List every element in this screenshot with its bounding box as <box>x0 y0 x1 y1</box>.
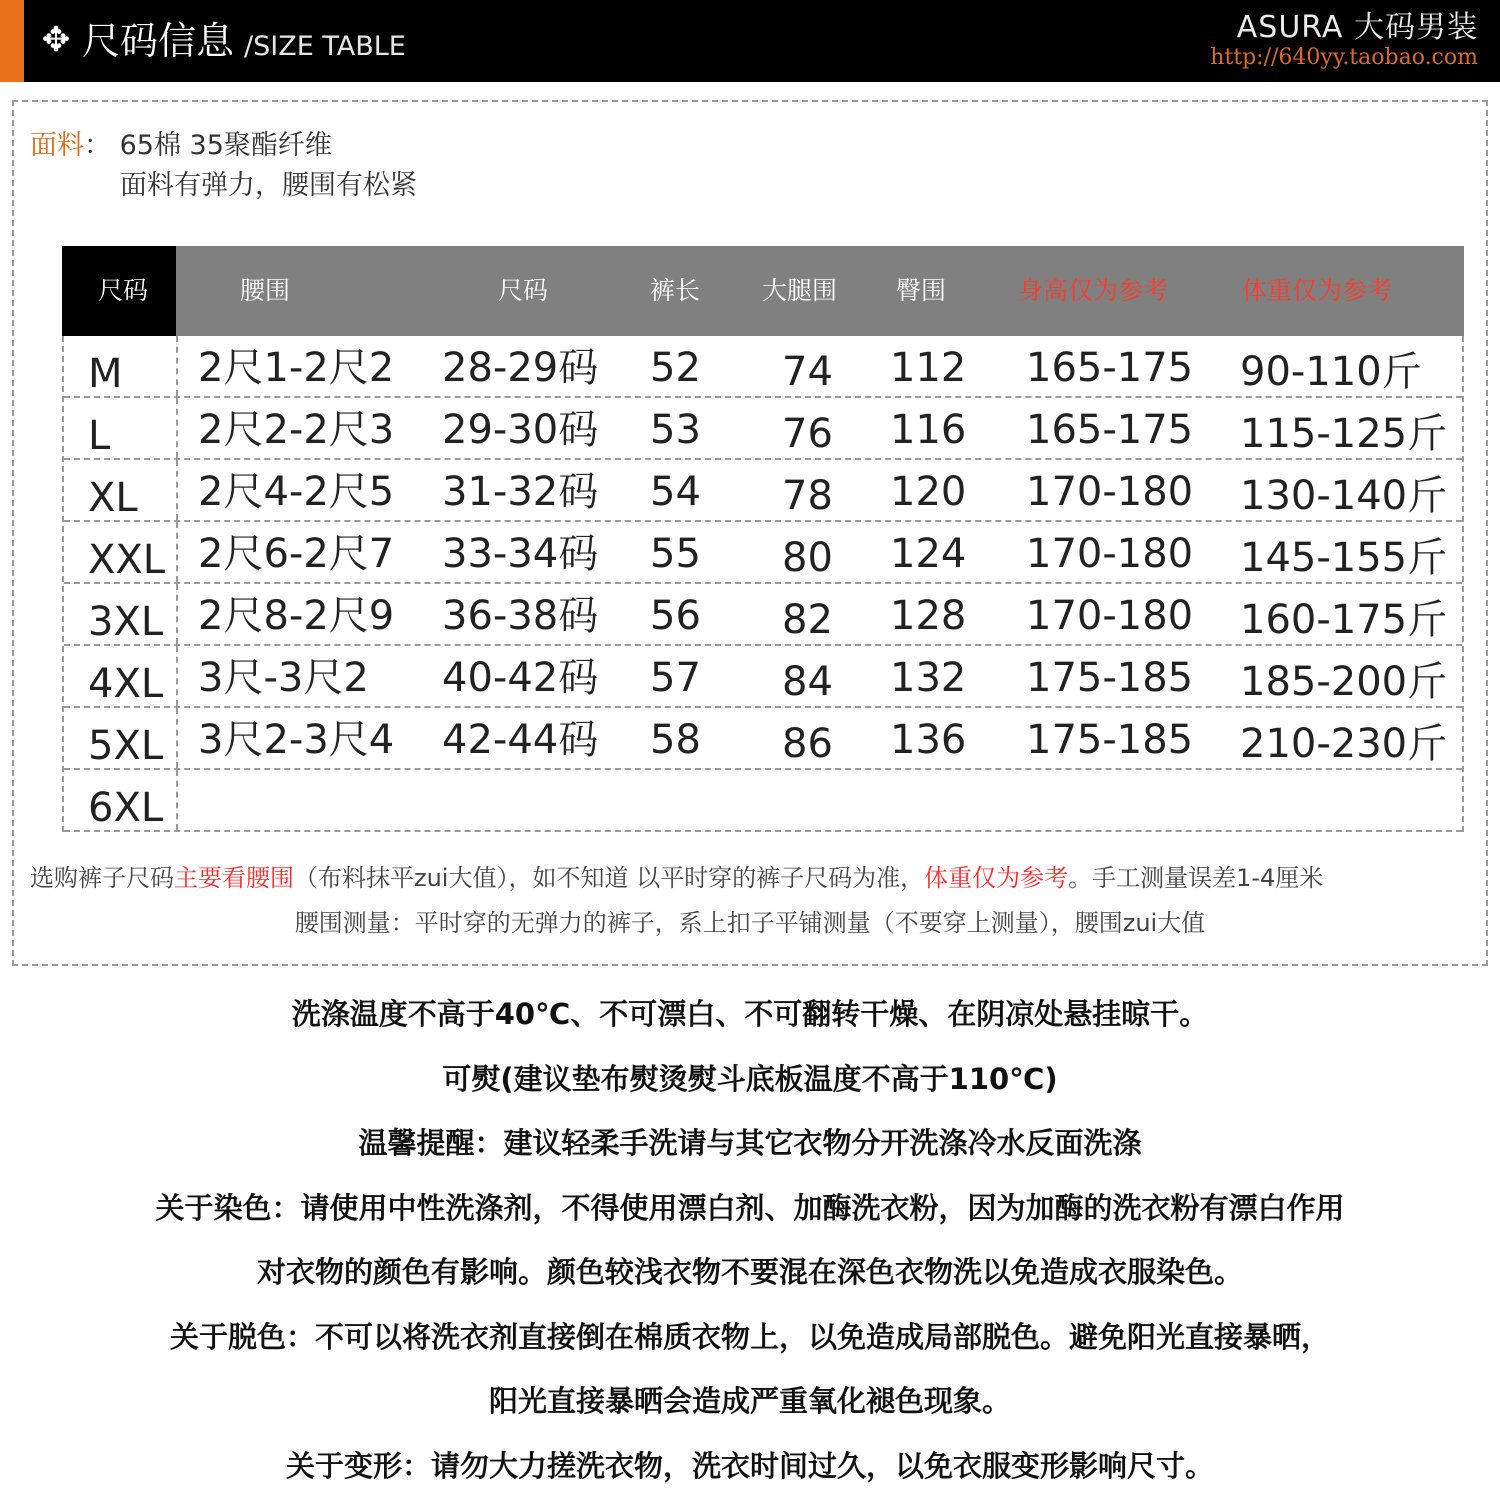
th-thigh: 大腿围 <box>762 246 837 336</box>
cell-thigh: 80 <box>782 530 833 586</box>
cell-waist: 2尺2-2尺3 <box>198 402 394 458</box>
cell-size: L <box>88 408 110 464</box>
care-line: 关于染色：请使用中性洗涤剂，不得使用漂白剂、加酶洗衣粉，因为加酶的洗衣粉有漂白作用 <box>0 1182 1500 1247</box>
fabric-composition: 65棉 35聚酯纤维 <box>120 130 332 161</box>
brand-logo: ASURA 大码男装 <box>1237 10 1478 46</box>
cell-thigh: 82 <box>782 592 833 648</box>
cell-code: 36-38码 <box>442 588 598 644</box>
table-header <box>62 246 1464 336</box>
care-instructions <box>0 988 1500 1504</box>
cell-size: 4XL <box>88 656 163 712</box>
four-point-star-icon: ✥ <box>38 22 74 58</box>
cell-height: 165-175 <box>1026 402 1193 458</box>
cell-code: 29-30码 <box>442 402 598 458</box>
cell-hip: 112 <box>890 340 966 396</box>
cell-weight: 160-175斤 <box>1240 592 1447 648</box>
cell-hip: 120 <box>890 464 966 520</box>
table-row <box>64 398 1462 460</box>
cell-hip: 128 <box>890 588 966 644</box>
cell-length: 52 <box>650 340 701 396</box>
cell-weight: 145-155斤 <box>1240 530 1447 586</box>
cell-size: M <box>88 346 123 402</box>
care-line: 阳光直接暴晒会造成严重氧化褪色现象。 <box>0 1375 1500 1440</box>
care-line: 对衣物的颜色有影响。颜色较浅衣物不要混在深色衣物洗以免造成衣服染色。 <box>0 1246 1500 1311</box>
cell-height: 165-175 <box>1026 340 1193 396</box>
table-row <box>64 770 1462 832</box>
shop-url[interactable]: http://640yy.taobao.com <box>1210 44 1478 72</box>
cell-size: XL <box>88 470 138 526</box>
header-bar <box>0 0 1500 82</box>
table-row <box>64 522 1462 584</box>
cell-weight: 185-200斤 <box>1240 654 1447 710</box>
care-line: 关于脱色：不可以将洗衣剂直接倒在棉质衣物上，以免造成局部脱色。避免阳光直接暴晒， <box>0 1311 1500 1376</box>
cell-weight: 210-230斤 <box>1240 716 1447 772</box>
fabric-label: 面料 <box>30 130 84 161</box>
cell-length: 55 <box>650 526 701 582</box>
cell-thigh: 76 <box>782 406 833 462</box>
cell-length: 54 <box>650 464 701 520</box>
cell-code: 33-34码 <box>442 526 598 582</box>
cell-height: 170-180 <box>1026 526 1193 582</box>
sizing-note: 选购裤子尺码主要看腰围（布料抹平zui大值），如不知道 以平时穿的裤子尺码为准，体重仅为参考。手工测量误差1-4厘米 <box>30 860 1480 896</box>
cell-waist: 2尺8-2尺9 <box>198 588 394 644</box>
cell-size: 3XL <box>88 594 163 650</box>
table-row <box>64 584 1462 646</box>
size-table <box>62 246 1464 832</box>
cell-thigh: 84 <box>782 654 833 710</box>
page-subtitle: /SIZE TABLE <box>244 30 406 64</box>
cell-code: 28-29码 <box>442 340 598 396</box>
cell-weight: 130-140斤 <box>1240 468 1447 524</box>
cell-waist: 3尺-3尺2 <box>198 650 369 706</box>
th-code: 尺码 <box>498 246 548 336</box>
table-body <box>62 336 1464 832</box>
cell-size: XXL <box>88 532 165 588</box>
cell-weight: 90-110斤 <box>1240 344 1422 400</box>
table-row <box>64 336 1462 398</box>
table-row <box>64 708 1462 770</box>
cell-height: 175-185 <box>1026 712 1193 768</box>
care-line: 可熨(建议垫布熨烫熨斗底板温度不高于110℃) <box>0 1053 1500 1118</box>
th-waist: 腰围 <box>240 246 290 336</box>
page-title: 尺码信息 <box>82 18 234 64</box>
cell-thigh: 86 <box>782 716 833 772</box>
care-line: 关于变形：请勿大力搓洗衣物，洗衣时间过久，以免衣服变形影响尺寸。 <box>0 1440 1500 1504</box>
cell-weight: 115-125斤 <box>1240 406 1447 462</box>
cell-height: 170-180 <box>1026 588 1193 644</box>
cell-waist: 2尺6-2尺7 <box>198 526 394 582</box>
cell-code: 42-44码 <box>442 712 598 768</box>
waist-measure-note: 腰围测量：平时穿的无弹力的裤子，系上扣子平铺测量（不要穿上测量），腰围zui大值 <box>0 905 1500 941</box>
cell-size: 5XL <box>88 718 163 774</box>
cell-hip: 116 <box>890 402 966 458</box>
th-length: 裤长 <box>650 246 700 336</box>
cell-waist: 3尺2-3尺4 <box>198 712 394 768</box>
cell-hip: 136 <box>890 712 966 768</box>
cell-hip: 132 <box>890 650 966 706</box>
cell-code: 40-42码 <box>442 650 598 706</box>
th-hip: 臀围 <box>896 246 946 336</box>
header-accent <box>0 0 24 82</box>
cell-height: 175-185 <box>1026 650 1193 706</box>
cell-height: 170-180 <box>1026 464 1193 520</box>
cell-code: 31-32码 <box>442 464 598 520</box>
care-line: 温馨提醒：建议轻柔手洗请与其它衣物分开洗涤冷水反面洗涤 <box>0 1117 1500 1182</box>
cell-length: 53 <box>650 402 701 458</box>
cell-size: 6XL <box>88 780 163 836</box>
fabric-info <box>30 128 332 164</box>
cell-length: 58 <box>650 712 701 768</box>
th-height: 身高仅为参考 <box>1018 246 1168 336</box>
cell-thigh: 74 <box>782 344 833 400</box>
cell-thigh: 78 <box>782 468 833 524</box>
highlight-waist: 主要看腰围 <box>174 864 294 892</box>
cell-waist: 2尺1-2尺2 <box>198 340 394 396</box>
highlight-weight: 体重仅为参考 <box>924 864 1068 892</box>
care-line: 洗涤温度不高于40℃、不可漂白、不可翻转干燥、在阴凉处悬挂晾干。 <box>0 988 1500 1053</box>
fabric-elasticity: 面料有弹力，腰围有松紧 <box>120 168 417 204</box>
cell-length: 56 <box>650 588 701 644</box>
table-row <box>64 646 1462 708</box>
th-size: 尺码 <box>98 246 148 336</box>
cell-length: 57 <box>650 650 701 706</box>
fabric-colon: ： <box>84 130 111 161</box>
cell-waist: 2尺4-2尺5 <box>198 464 394 520</box>
cell-hip: 124 <box>890 526 966 582</box>
table-row <box>64 460 1462 522</box>
th-weight: 体重仅为参考 <box>1242 246 1392 336</box>
